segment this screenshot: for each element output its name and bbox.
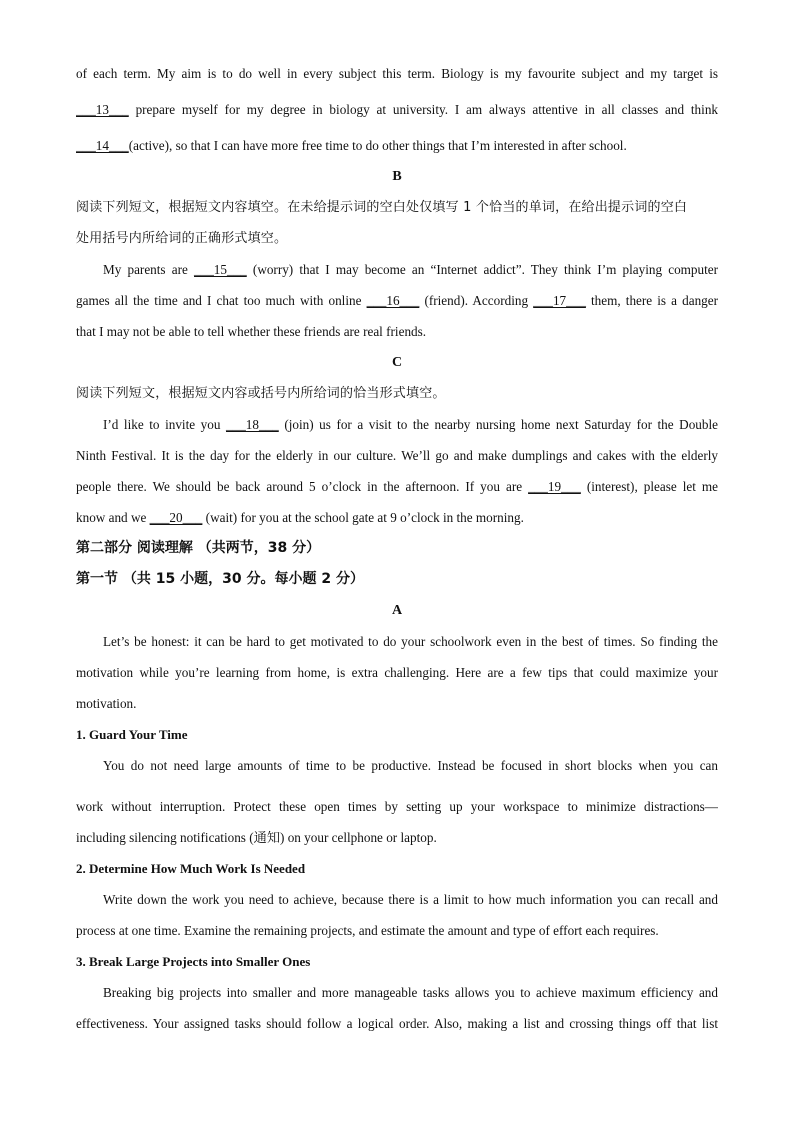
blank-19: ___19___	[528, 479, 581, 494]
document-page	[76, 58, 718, 1039]
text-line: Let’s be honest: it can be hard to get motivated to do your schoolwork even in the best of times. So finding the	[103, 634, 718, 649]
instruction-text: 处用括号内所给词的正确形式填空。	[76, 231, 288, 246]
text-line: Ninth Festival. It is the day for the elderly in our culture. We’ll go and make dumplings and cakes with the elderly	[76, 448, 718, 463]
text-line: I’d like to invite you ___18___ (join) us for a visit to the nearby nursing home next Saturday for the Double	[103, 417, 718, 432]
blank-13: ___13___	[76, 102, 129, 117]
text-line: people there. We should be back around 5 o’clock in the afternoon. If you are ___19___ (interest), please let me	[76, 479, 718, 494]
text-line: of each term. My aim is to do well in every subject this term. Biology is my favourite subject and my target is	[76, 66, 718, 81]
text-line: games all the time and I chat too much with online ___16___ (friend). According ___17___ them, there is a danger	[76, 293, 718, 308]
instruction-text: 阅读下列短文，根据短文内容填空。在未给提示词的空白处仅填写 1 个恰当的单词，在给出提示词的空白	[76, 200, 688, 215]
blank-16: ___16___	[366, 293, 420, 308]
passage-heading-a: A	[391, 603, 403, 618]
text-line: that I may not be able to tell whether these friends are real friends.	[76, 324, 427, 339]
blank-17: ___17___	[533, 293, 586, 308]
text-line: work without interruption. Protect these open times by setting up your workspace to minimize distractions—	[76, 799, 718, 814]
text-line: ___13___ prepare myself for my degree in biology at university. I am always attentive in all classes and think	[76, 102, 718, 117]
section-heading-c: C	[391, 355, 403, 370]
blank-18: ___18___	[226, 417, 279, 432]
text-line: motivation while you’re learning from home, is extra challenging. Here are a few tips that could maximize your	[76, 665, 718, 680]
text-line: know and we ___20___ (wait) for you at the school gate at 9 o’clock in the morning.	[76, 510, 524, 525]
text-line: You do not need large amounts of time to be productive. Instead be focused in short blocks when you can	[103, 758, 718, 773]
text-line: Write down the work you need to achieve, because there is a limit to how much information you can recall and	[103, 892, 718, 907]
tip-heading: 3. Break Large Projects into Smaller Ones	[76, 954, 311, 969]
text-line: My parents are ___15___ (worry) that I may become an “Internet addict”. They think I’m playing computer	[103, 262, 718, 277]
blank-20: ___20___	[149, 510, 203, 525]
text-line: motivation.	[76, 696, 137, 711]
blank-15: ___15___	[194, 262, 247, 277]
instruction-text: 阅读下列短文，根据短文内容或括号内所给词的恰当形式填空。	[76, 386, 446, 401]
text-line: including silencing notifications (通知) on your cellphone or laptop.	[76, 830, 437, 845]
text-line: ___14___(active), so that I can have more free time to do other things that I’m interested in after school.	[76, 138, 627, 153]
blank-14: ___14___	[76, 138, 129, 153]
section-heading-b: B	[392, 169, 402, 184]
text-line: effectiveness. Your assigned tasks should follow a logical order. Also, making a list and crossing things off that list	[76, 1016, 718, 1031]
text-line: process at one time. Examine the remaining projects, and estimate the amount and type of effort each requires.	[76, 923, 659, 938]
tip-heading: 1. Guard Your Time	[76, 727, 188, 742]
section-heading: 第一节 （共 15 小题，30 分。每小题 2 分）	[76, 571, 364, 587]
text-line: Breaking big projects into smaller and more manageable tasks allows you to achieve maximum efficiency and	[103, 985, 718, 1000]
part-heading: 第二部分 阅读理解 （共两节，38 分）	[76, 540, 321, 556]
tip-heading: 2. Determine How Much Work Is Needed	[76, 861, 306, 876]
